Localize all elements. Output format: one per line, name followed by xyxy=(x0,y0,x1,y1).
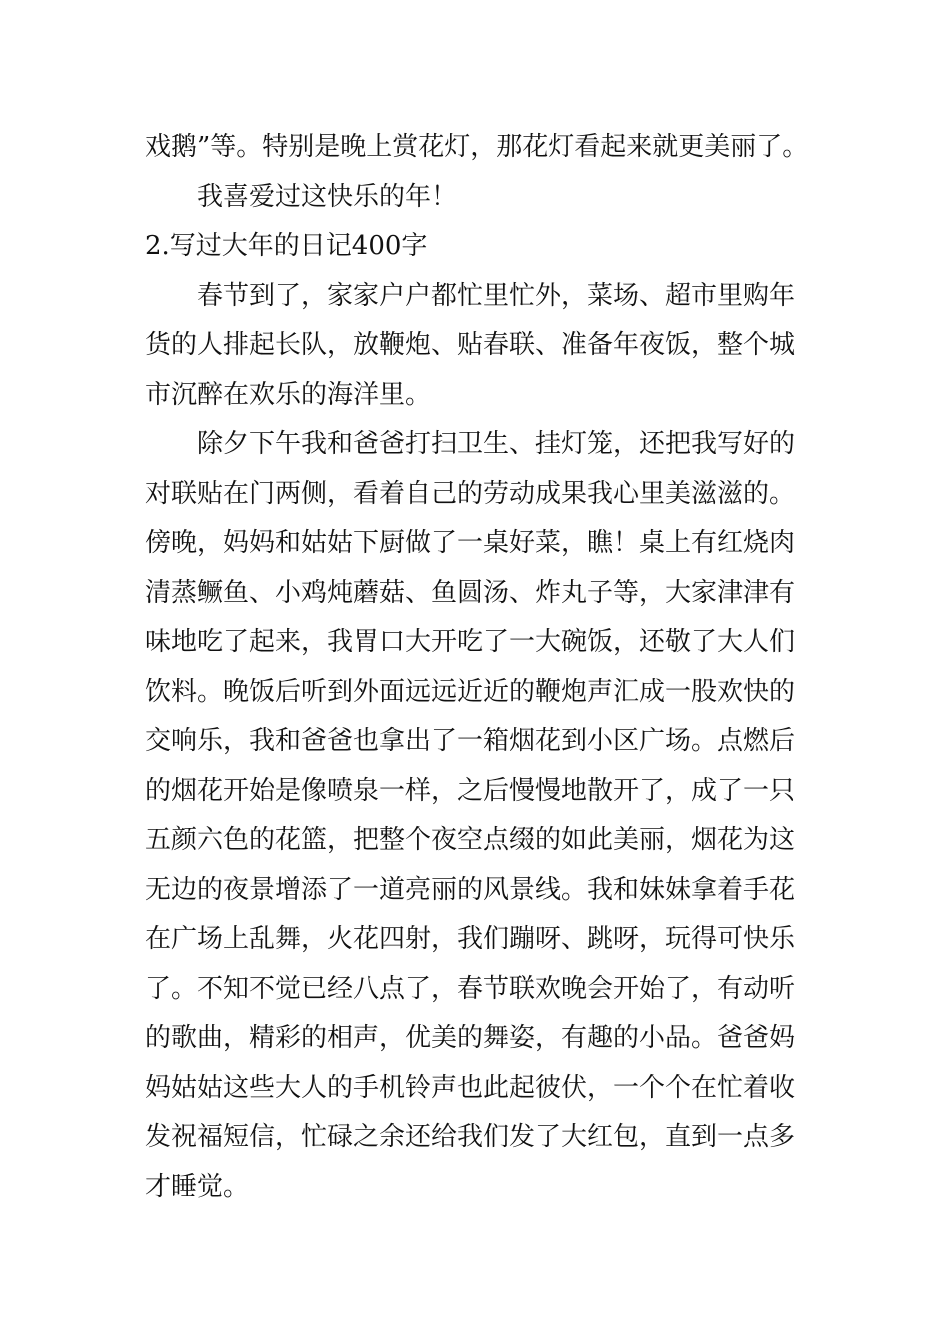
text-line: 饮料。晚饭后听到外面远远近近的鞭炮声汇成一股欢快的 xyxy=(145,676,796,707)
text-line: 无边的夜景增添了一道亮丽的风景线。我和妹妹拿着手花 xyxy=(145,874,796,905)
text-line: 的歌曲，精彩的相声，优美的舞姿，有趣的小品。爸爸妈 xyxy=(145,1023,796,1053)
text-line: 味地吃了起来，我胃口大开吃了一大碗饭，还敬了大人们 xyxy=(145,627,796,657)
paragraph-line: 除夕下午我和爸爸打扫卫生、挂灯笼，还把我写好的 xyxy=(197,429,796,459)
text-line: 五颜六色的花篮，把整个夜空点缀的如此美丽，烟花为这 xyxy=(145,825,796,855)
text-line: 货的人排起长队，放鞭炮、贴春联、准备年夜饭，整个城 xyxy=(145,330,796,360)
text-line: 妈姑姑这些大人的手机铃声也此起彼伏，一个个在忙着收 xyxy=(145,1072,796,1103)
text-line: 了。不知不觉已经八点了，春节联欢晚会开始了，有动听 xyxy=(145,973,796,1004)
article-body xyxy=(145,123,810,1212)
text-line: 傍晚，妈妈和姑姑下厨做了一桌好菜，瞧！桌上有红烧肉 xyxy=(145,528,796,558)
paragraph-line: 我喜爱过这快乐的年！ xyxy=(197,181,458,212)
text-line: 交响乐，我和爸爸也拿出了一箱烟花到小区广场。点燃后 xyxy=(145,726,796,756)
paragraph-line: 春节到了，家家户户都忙里忙外，菜场、超市里购年 xyxy=(197,280,796,311)
text-line: 才睡觉。 xyxy=(145,1171,250,1202)
text-line: 在广场上乱舞，火花四射，我们蹦呀、跳呀，玩得可快乐 xyxy=(145,924,796,954)
text-line: 清蒸鳜鱼、小鸡炖蘑菇、鱼圆汤、炸丸子等，大家津津有 xyxy=(145,577,796,608)
text-line: 发祝福短信，忙碌之余还给我们发了大红包，直到一点多 xyxy=(145,1122,796,1152)
text-line: 对联贴在门两侧，看着自己的劳动成果我心里美滋滋的。 xyxy=(145,478,796,509)
text-line: 市沉醉在欢乐的海洋里。 xyxy=(145,379,432,410)
section-heading: 2.写过大年的日记400字 xyxy=(145,231,428,261)
text-line: 戏鹅”等。特别是晚上赏花灯，那花灯看起来就更美丽了。 xyxy=(145,132,809,162)
text-line: 的烟花开始是像喷泉一样，之后慢慢地散开了，成了一只 xyxy=(145,775,796,806)
